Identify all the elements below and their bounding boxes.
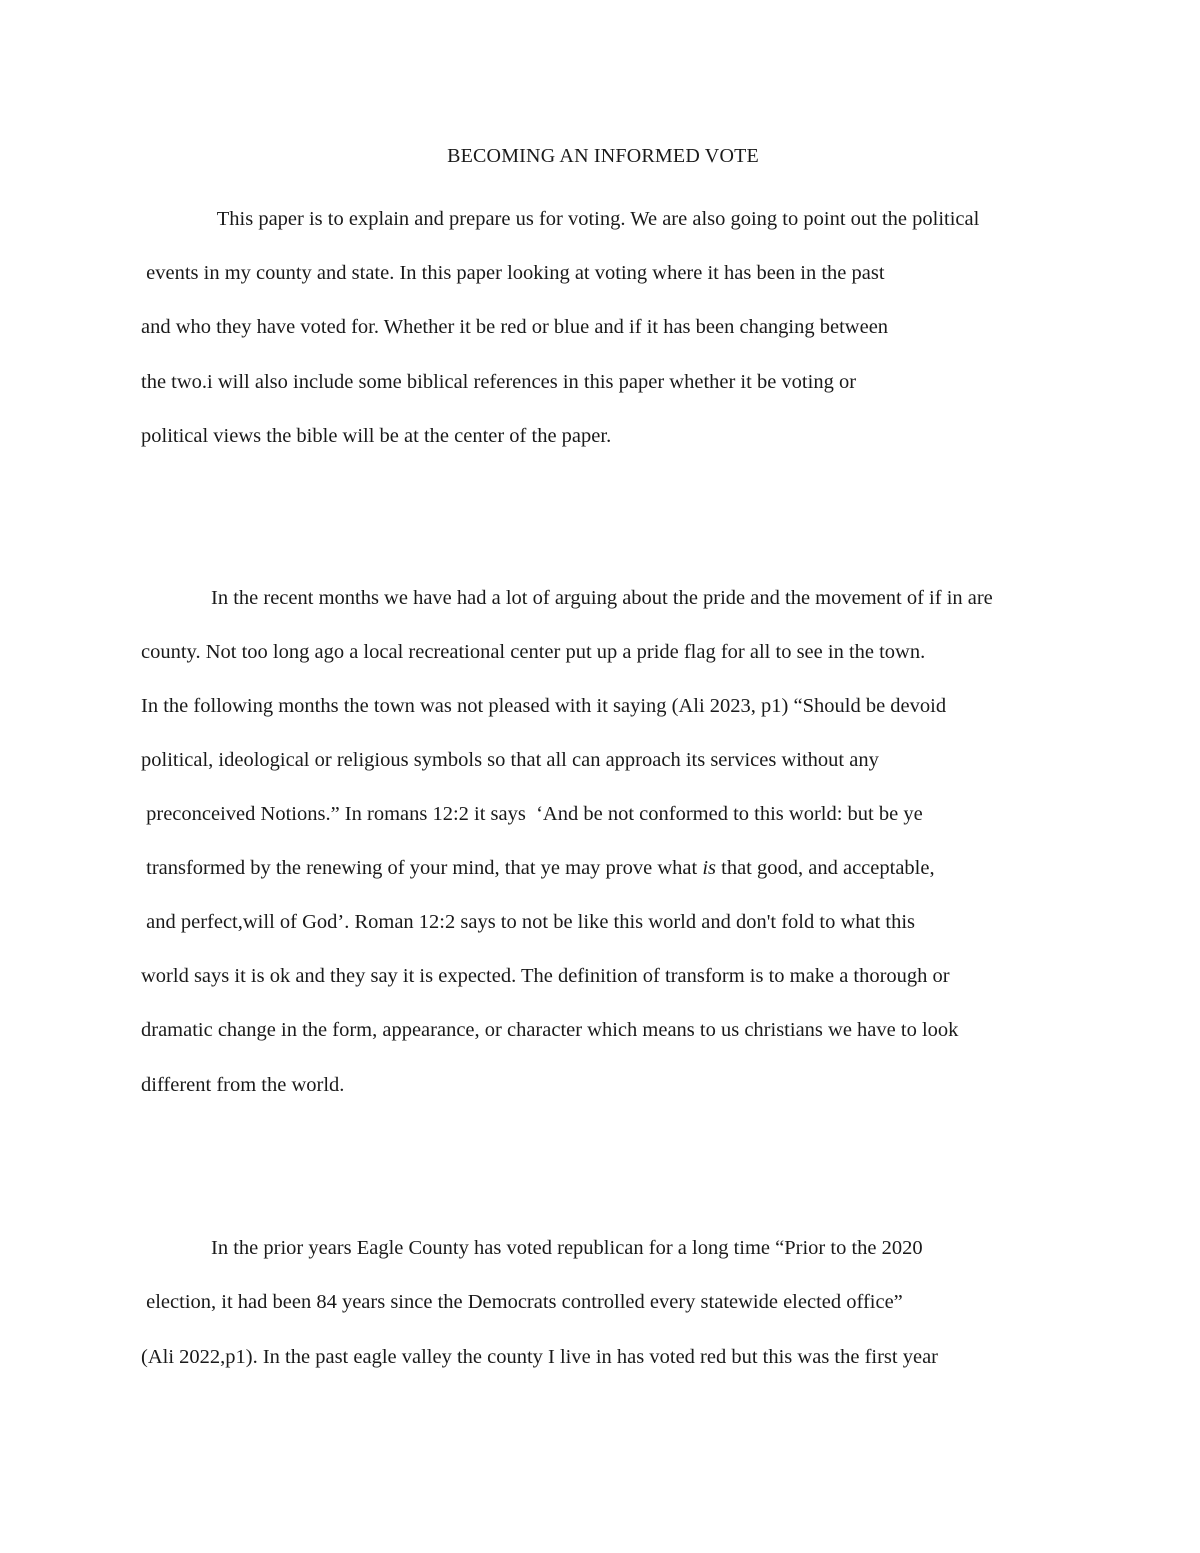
paragraph-1-line-2: events in my county and state. In this paper looking at voting where it has been in the past xyxy=(141,262,885,284)
italic-word: is xyxy=(702,857,717,879)
paragraph-2-line-1: In the recent months we have had a lot of arguing about the pride and the movement of if in are xyxy=(211,587,993,609)
paragraph-3-line-1: In the prior years Eagle County has voted republican for a long time “Prior to the 2020 xyxy=(211,1237,923,1259)
paragraph-2-line-9: dramatic change in the form, appearance, or character which means to us christians we have to look xyxy=(141,1019,959,1041)
paragraph-2-line-3: In the following months the town was not pleased with it saying (Ali 2023, p1) “Should be devoid xyxy=(141,695,947,717)
paragraph-2-line-8: world says it is ok and they say it is expected. The definition of transform is to make a thorough or xyxy=(141,965,950,987)
paragraph-1-line-1: This paper is to explain and prepare us for voting. We are also going to point out the political xyxy=(212,208,980,230)
paragraph-3-line-2: election, it had been 84 years since the Democrats controlled every statewide elected office” xyxy=(141,1291,903,1313)
paragraph-1-line-4: the two.i will also include some biblical references in this paper whether it be voting or xyxy=(141,371,857,393)
paragraph-2-line-6 xyxy=(141,854,935,882)
paragraph-1-line-5: political views the bible will be at the center of the paper. xyxy=(141,425,612,447)
paragraph-3-line-3: (Ali 2022,p1). In the past eagle valley the county I live in has voted red but this was the first year xyxy=(141,1346,939,1368)
document-title: BECOMING AN INFORMED VOTE xyxy=(447,145,759,167)
paragraph-2-line-4: political, ideological or religious symbols so that all can approach its services without any xyxy=(141,749,879,771)
line-6-start: transformed by the renewing of your mind, that ye may prove what xyxy=(141,857,703,879)
paragraph-2-line-5: preconceived Notions.” In romans 12:2 it says ‘And be not conformed to this world: but be ye xyxy=(141,803,923,825)
paragraph-2-line-10: different from the world. xyxy=(141,1074,345,1096)
line-6-end: that good, and acceptable, xyxy=(716,857,935,879)
paragraph-2-line-7: and perfect,will of God’. Roman 12:2 says to not be like this world and don't fold to what this xyxy=(141,911,916,933)
paragraph-1-line-3: and who they have voted for. Whether it be red or blue and if it has been changing between xyxy=(141,316,889,338)
paragraph-2-line-2: county. Not too long ago a local recreational center put up a pride flag for all to see in the town. xyxy=(141,641,926,663)
